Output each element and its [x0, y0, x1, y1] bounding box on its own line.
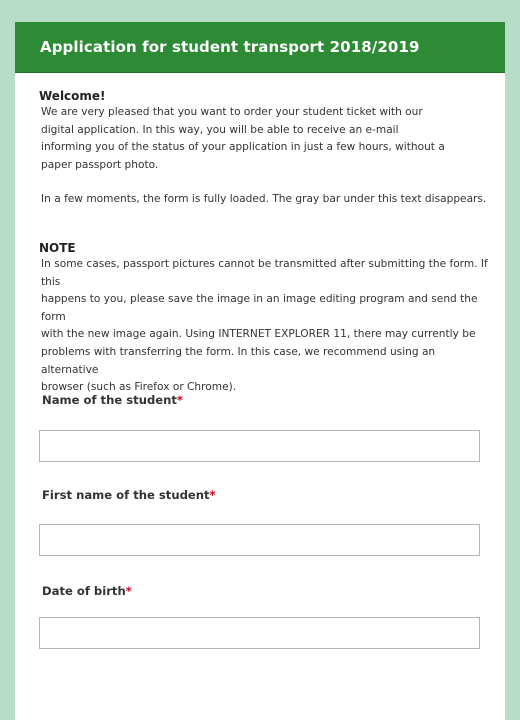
- intro-content: [15, 73, 505, 397]
- form-header: [15, 22, 505, 73]
- student-first-name-input[interactable]: [39, 524, 480, 556]
- note-line-5: browser (such as Firefox or Chrome).: [41, 381, 237, 394]
- welcome-line-2: digital application. In this way, you will be able to receive an e-mail: [41, 123, 399, 136]
- required-marker: *: [209, 488, 216, 502]
- required-marker: *: [125, 584, 132, 598]
- welcome-heading: Welcome!: [39, 89, 106, 103]
- welcome-line-1: We are very pleased that you want to order your student ticket with our: [41, 106, 423, 118]
- application-form-card: [15, 22, 505, 720]
- student-name-input[interactable]: [39, 430, 480, 462]
- welcome-line-3: informing you of the status of your application in just a few hours, without a: [41, 141, 445, 154]
- note-line-3: with the new image again. Using INTERNET EXPLORER 11, there may currently be: [41, 328, 476, 341]
- student-name-label-text: Name of the student: [42, 393, 177, 407]
- welcome-line-4: paper passport photo.: [41, 158, 159, 171]
- note-line-4: problems with transferring the form. In this case, we recommend using an alternative: [41, 345, 436, 376]
- note-line-1: In some cases, passport pictures cannot be transmitted after submitting the form. If this: [41, 257, 488, 288]
- required-marker: *: [176, 393, 183, 407]
- loading-note: In a few moments, the form is fully loaded. The gray bar under this text disappears.: [41, 193, 487, 206]
- student-first-name-label: [42, 487, 216, 503]
- note-line-2: happens to you, please save the image in an image editing program and send the form: [41, 293, 478, 323]
- student-name-label: [42, 392, 183, 408]
- form-title: Application for student transport 2018/2019: [40, 38, 420, 56]
- date-of-birth-label: [42, 583, 132, 599]
- date-of-birth-input[interactable]: [39, 617, 480, 649]
- date-of-birth-label-text: Date of birth: [42, 584, 126, 598]
- student-first-name-label-text: First name of the student: [42, 488, 210, 502]
- note-heading: NOTE: [39, 240, 76, 255]
